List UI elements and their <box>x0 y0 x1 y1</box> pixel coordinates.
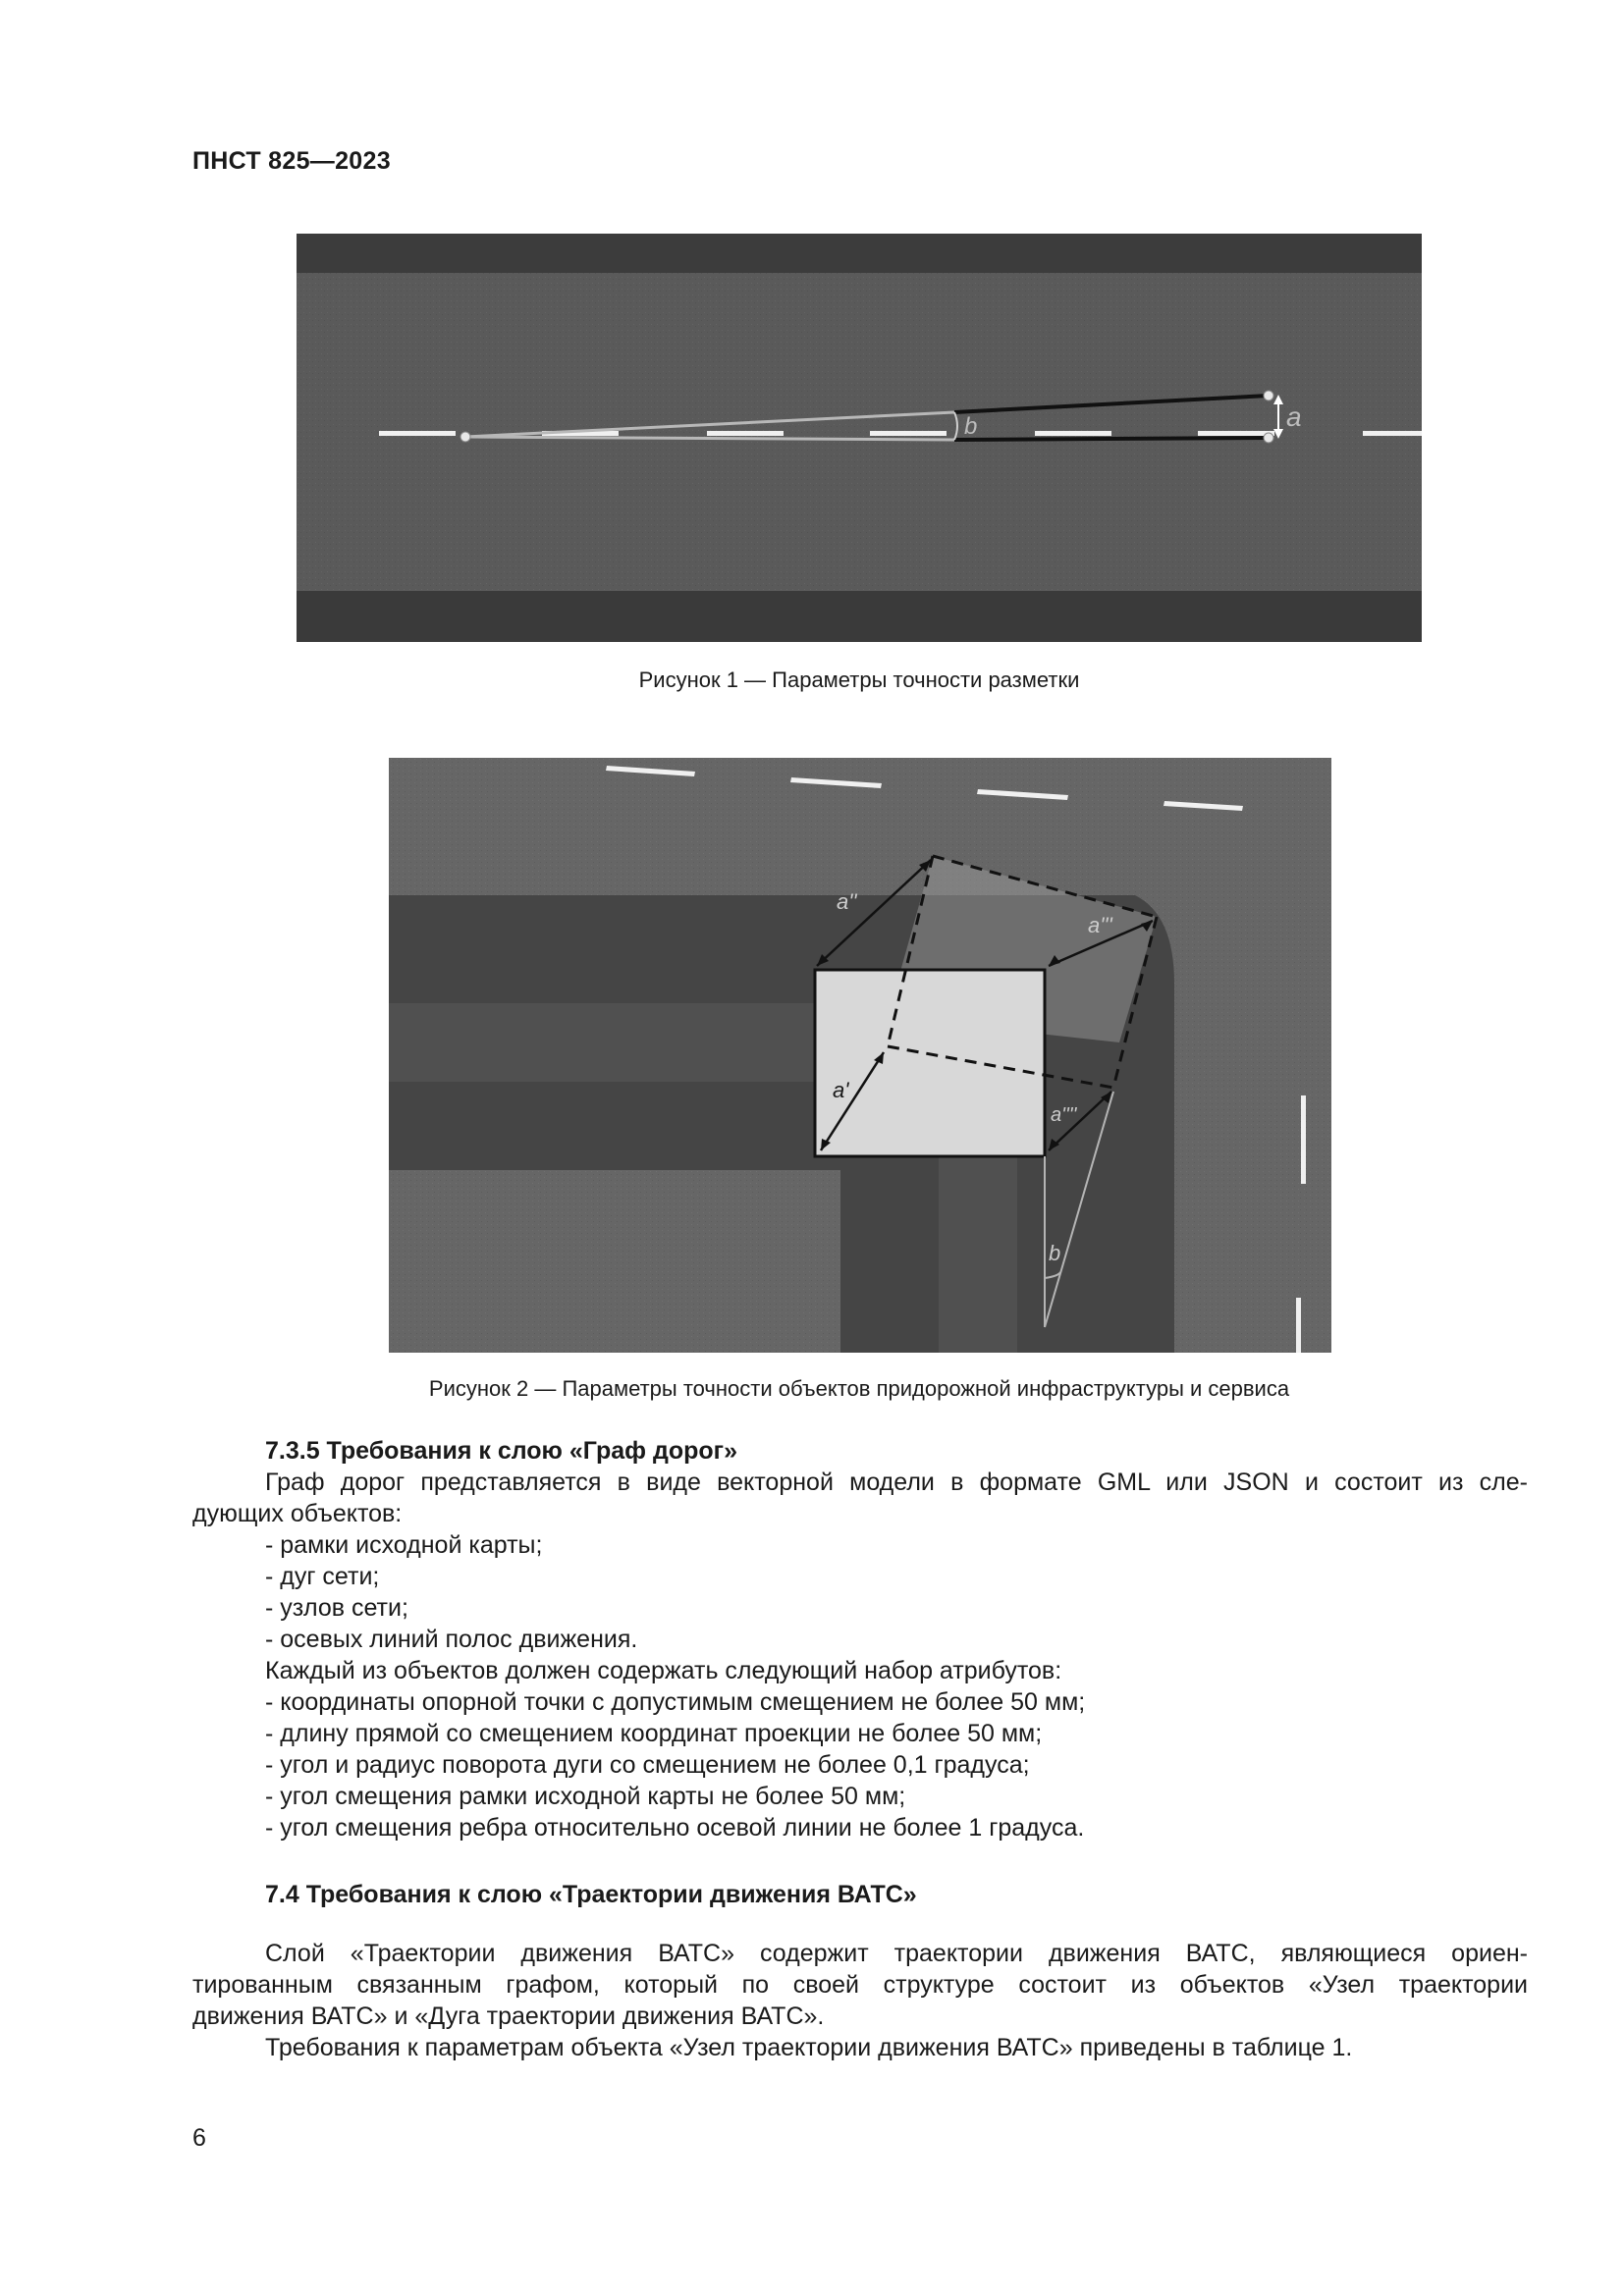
list-item: - угол смещения ребра относительно осевой линии не более 1 градуса. <box>265 1814 1085 1842</box>
list-item: - осевых линий полос движения. <box>265 1626 638 1653</box>
label-a: a <box>1286 401 1302 432</box>
section-7-3-5-intro-line1: Граф дорог представляется в виде векторной модели в формате GML или JSON и состоит из сле- <box>265 1468 1528 1496</box>
true-object-box <box>815 970 1045 1156</box>
reference-line-black <box>954 438 1269 440</box>
attributes-intro: Каждый из объектов должен содержать следующий набор атрибутов: <box>265 1657 1062 1684</box>
section-7-4-para1-line3: движения ВАТС» и «Дуга траектории движения ВАТС». <box>192 2002 825 2030</box>
list-item: - узлов сети; <box>265 1594 408 1622</box>
figure-2-caption: Рисунок 2 — Параметры точности объектов придорожной инфраструктуры и сервиса <box>428 1376 1290 1401</box>
figure-1-marking-accuracy <box>297 234 1422 642</box>
section-7-4-para1-line1: Слой «Траектории движения ВАТС» содержит траектории движения ВАТС, являющиеся ориен- <box>265 1940 1528 1967</box>
deviated-point <box>1264 391 1273 400</box>
list-item: - угол смещения рамки исходной карты не более 50 мм; <box>265 1783 906 1810</box>
label-a-double: a'' <box>837 889 857 914</box>
list-item: - координаты опорной точки с допустимым смещением не более 50 мм; <box>265 1688 1086 1716</box>
label-a-single: a' <box>833 1078 849 1102</box>
section-7-4-title: 7.4 Требования к слою «Траектории движения ВАТС» <box>265 1881 917 1908</box>
origin-point <box>460 432 470 442</box>
list-item: - дуг сети; <box>265 1563 380 1590</box>
road-edge-top <box>297 234 1422 273</box>
list-item: - угол и радиус поворота дуги со смещением не более 0,1 градуса; <box>265 1751 1030 1779</box>
true-point <box>1264 433 1273 443</box>
section-7-4-para2: Требования к параметрам объекта «Узел траектории движения ВАТС» приведены в таблице 1. <box>265 2034 1353 2061</box>
label-a-quad: a'''' <box>1051 1104 1077 1126</box>
page-number: 6 <box>192 2124 206 2152</box>
label-b: b <box>1049 1241 1061 1265</box>
section-7-4-para1-line2: тированным связанным графом, который по своей структуре состоит из объектов «Узел траектории <box>192 1971 1528 1999</box>
section-7-3-5-title: 7.3.5 Требования к слою «Граф дорог» <box>265 1437 737 1465</box>
standard-header: ПНСТ 825—2023 <box>192 147 391 175</box>
label-b: b <box>964 413 978 440</box>
figure-1-caption: Рисунок 1 — Параметры точности разметки <box>638 667 1080 692</box>
label-a-triple: a''' <box>1088 913 1112 937</box>
list-item: - рамки исходной карты; <box>265 1531 543 1559</box>
section-7-3-5 <box>192 1435 1528 1843</box>
list-item: - длину прямой со смещением координат проекции не более 50 мм; <box>265 1720 1043 1747</box>
section-7-3-5-intro-line2: дующих объектов: <box>192 1500 403 1527</box>
figure-2-infrastructure-accuracy <box>389 758 1331 1353</box>
section-7-4 <box>192 1879 1528 2063</box>
road-edge-bottom <box>297 591 1422 642</box>
